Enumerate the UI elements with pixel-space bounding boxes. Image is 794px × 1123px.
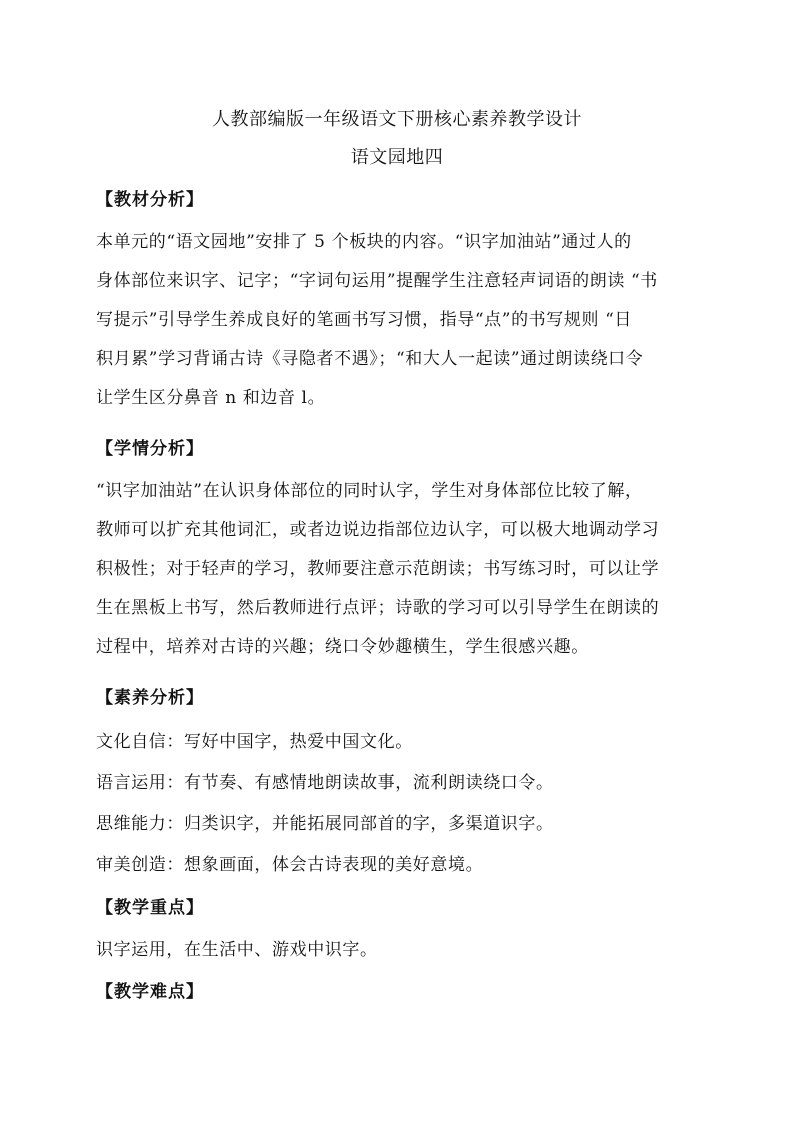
heading-literacy-analysis: 【素养分析】: [96, 688, 204, 708]
textbook-analysis-line: 让学生区分鼻音 n 和边音 l。: [96, 388, 326, 408]
literacy-item: 文化自信：写好中国字，热爱中国文化。: [96, 732, 413, 752]
textbook-analysis-line: 积月累”学习背诵古诗《寻隐者不遇》；“和大人一起读”通过朗读绕口令: [96, 349, 644, 369]
literacy-item: 审美创造：想象画面，体会古诗表现的美好意境。: [96, 855, 484, 875]
document-title: 人教部编版一年级语文下册核心素养教学设计: [212, 109, 582, 130]
key-point-item: 识字运用，在生活中、游戏中识字。: [96, 940, 378, 960]
learner-analysis-line: “识字加油站”在认识身体部位的同时认字，学生对身体部位比较了解，: [96, 481, 643, 501]
heading-textbook-analysis: 【教材分析】: [96, 190, 204, 210]
heading-key-points: 【教学重点】: [96, 898, 204, 918]
learner-analysis-line: 积极性；对于轻声的学习，教师要注意示范朗读；书写练习时，可以让学: [96, 559, 660, 579]
literacy-item: 语言运用：有节奏、有感情地朗读故事，流利朗读绕口令。: [96, 773, 554, 793]
textbook-analysis-line: 写提示”引导学生养成良好的笔画书写习惯，指导“点”的书写规则 “日: [96, 310, 632, 330]
heading-learner-analysis: 【学情分析】: [96, 439, 204, 459]
learner-analysis-line: 教师可以扩充其他词汇，或者边说边指部位边认字，可以极大地调动学习: [96, 520, 660, 540]
learner-analysis-line: 过程中，培养对古诗的兴趣；绕口令妙趣横生，学生很感兴趣。: [96, 637, 589, 657]
textbook-analysis-line: 本单元的“语文园地”安排了 5 个板块的内容。“识字加油站”通过人的: [96, 232, 632, 252]
literacy-item: 思维能力：归类识字，并能拓展同部首的字，多渠道识字。: [96, 814, 554, 834]
heading-difficulties: 【教学难点】: [96, 982, 204, 1002]
learner-analysis-line: 生在黑板上书写，然后教师进行点评；诗歌的学习可以引导学生在朗读的: [96, 598, 660, 618]
textbook-analysis-line: 身体部位来识字、记字；“字词句运用”提醒学生注意轻声词语的朗读 “书: [96, 271, 658, 291]
document-subtitle: 语文园地四: [350, 147, 444, 168]
